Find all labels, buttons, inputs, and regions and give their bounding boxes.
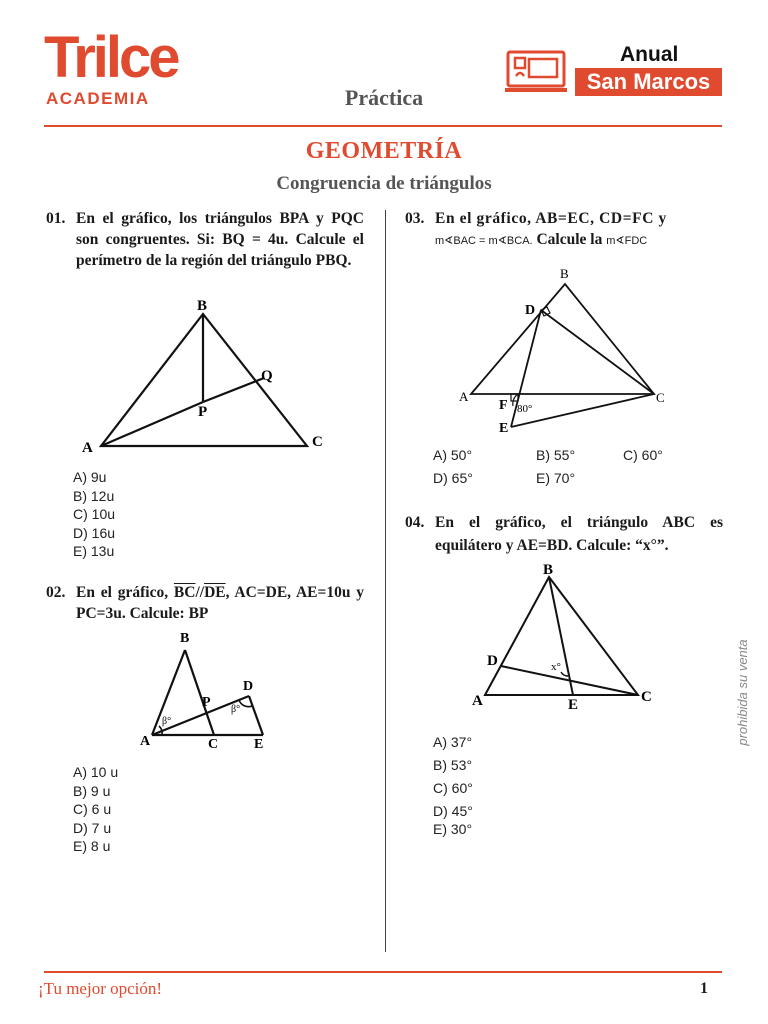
question-text: En el gráfico, los triángulos BPA y PQC son congruentes. Si: BQ = 4u. Calcule el perímetro de la región del triángulo PBQ. [76, 210, 364, 269]
angle-label: β° [231, 704, 241, 715]
vertex-label: D [525, 303, 536, 318]
topic-title: Congruencia de triángulos [276, 173, 492, 194]
question-03 [405, 208, 723, 252]
vertex-label: B [560, 266, 569, 281]
footer-slogan: ¡Tu mejor opción! [38, 979, 163, 998]
document-type: Práctica [344, 85, 424, 110]
text-line: En el gráfico, AB=EC, CD=FC y [435, 210, 667, 227]
laptop-icon [505, 50, 567, 96]
text-part: En el gráfico, [76, 584, 169, 601]
badge-anual: Anual [620, 43, 679, 66]
options-01 [73, 468, 115, 561]
question-text [435, 208, 723, 252]
page-number: 1 [700, 980, 708, 997]
angle-expression: m∢FDC [606, 235, 648, 247]
vertex-label: E [499, 421, 509, 436]
option-b[interactable]: B) 53° [433, 757, 473, 773]
text-part: Calcule la [536, 231, 603, 248]
options-02 [73, 763, 118, 856]
vertex-label: A [140, 734, 151, 749]
vertex-label: P [198, 404, 208, 420]
question-04 [405, 511, 723, 555]
vertex-label: B [543, 562, 554, 578]
vertex-label: A [459, 389, 469, 404]
options-04 [433, 731, 473, 841]
question-number: 04. [405, 514, 425, 531]
vertex-label: P [202, 695, 211, 710]
vertex-label: C [208, 737, 219, 752]
figure-04 [465, 555, 665, 715]
vertex-label: C [641, 689, 652, 705]
option-c[interactable]: C) 60° [623, 447, 663, 463]
text-part: , AC=DE, AE=10u y PC=3u. Calcule: BP [76, 584, 365, 622]
question-number: 02. [46, 584, 66, 601]
angle-label: β° [162, 716, 172, 727]
angle-label: 80° [517, 403, 533, 415]
vertex-label: E [254, 737, 264, 752]
header-rule [44, 125, 722, 127]
badge-san-marcos: San Marcos [575, 68, 722, 96]
brand-subtitle: ACADEMIA [46, 89, 150, 108]
option-c[interactable]: C) 10u [73, 506, 116, 522]
figure-01 [70, 292, 340, 462]
option-a[interactable]: A) 37° [433, 734, 473, 750]
vertex-label: C [312, 434, 323, 450]
vertex-label: E [568, 697, 579, 713]
question-text [76, 582, 364, 624]
option-c[interactable]: C) 60° [433, 780, 473, 796]
subject-title: GEOMETRÍA [305, 138, 463, 164]
option-c[interactable]: C) 6 u [73, 801, 112, 817]
vertex-label: Q [261, 368, 273, 384]
side-note [735, 625, 749, 760]
option-d[interactable]: D) 45° [433, 803, 473, 819]
option-d[interactable]: D) 16u [73, 524, 116, 541]
question-number: 03. [405, 210, 425, 227]
option-e[interactable]: E) 30° [433, 821, 473, 837]
option-a[interactable]: A) 10 u [73, 764, 119, 780]
parallel-symbol: // [195, 584, 205, 601]
option-b[interactable]: B) 55° [536, 447, 576, 463]
side-note-text: prohibida su venta [735, 639, 750, 746]
vertex-label: D [243, 679, 254, 694]
text-line [435, 229, 723, 252]
option-b[interactable]: B) 12u [73, 487, 115, 504]
option-e[interactable]: E) 13u [73, 543, 115, 559]
footer-rule [44, 971, 722, 973]
question-02 [46, 582, 364, 626]
question-text: En el gráfico, el triángulo ABC es equilátero y AE=BD. Calcule: “x°”. [435, 514, 723, 554]
option-e[interactable]: E) 70° [536, 470, 576, 486]
question-number: 01. [46, 210, 66, 227]
option-e[interactable]: E) 8 u [73, 838, 111, 854]
option-a[interactable]: A) 9u [73, 469, 107, 485]
column-divider [385, 210, 386, 952]
option-d[interactable]: D) 65° [433, 470, 473, 486]
vertex-label: A [82, 440, 93, 456]
segment-bc: $\overline{BC}$ [173, 584, 196, 601]
vertex-label: D [487, 653, 498, 669]
option-a[interactable]: A) 50° [433, 447, 473, 463]
segment-de: $\overline{DE}$ [204, 584, 226, 601]
figure-03 [455, 262, 675, 437]
figure-02 [135, 630, 285, 755]
option-b[interactable]: B) 9 u [73, 782, 111, 799]
brand-logo: Trilce [44, 25, 178, 90]
option-d[interactable]: D) 7 u [73, 819, 112, 836]
angle-expression: m∢BAC = m∢BCA. [435, 235, 533, 247]
angle-label: x° [551, 661, 561, 673]
vertex-label: A [472, 693, 483, 709]
vertex-label: C [656, 390, 665, 405]
vertex-label: B [197, 298, 208, 314]
vertex-label: F [499, 398, 508, 413]
question-01 [46, 208, 364, 298]
vertex-label: B [180, 631, 190, 646]
